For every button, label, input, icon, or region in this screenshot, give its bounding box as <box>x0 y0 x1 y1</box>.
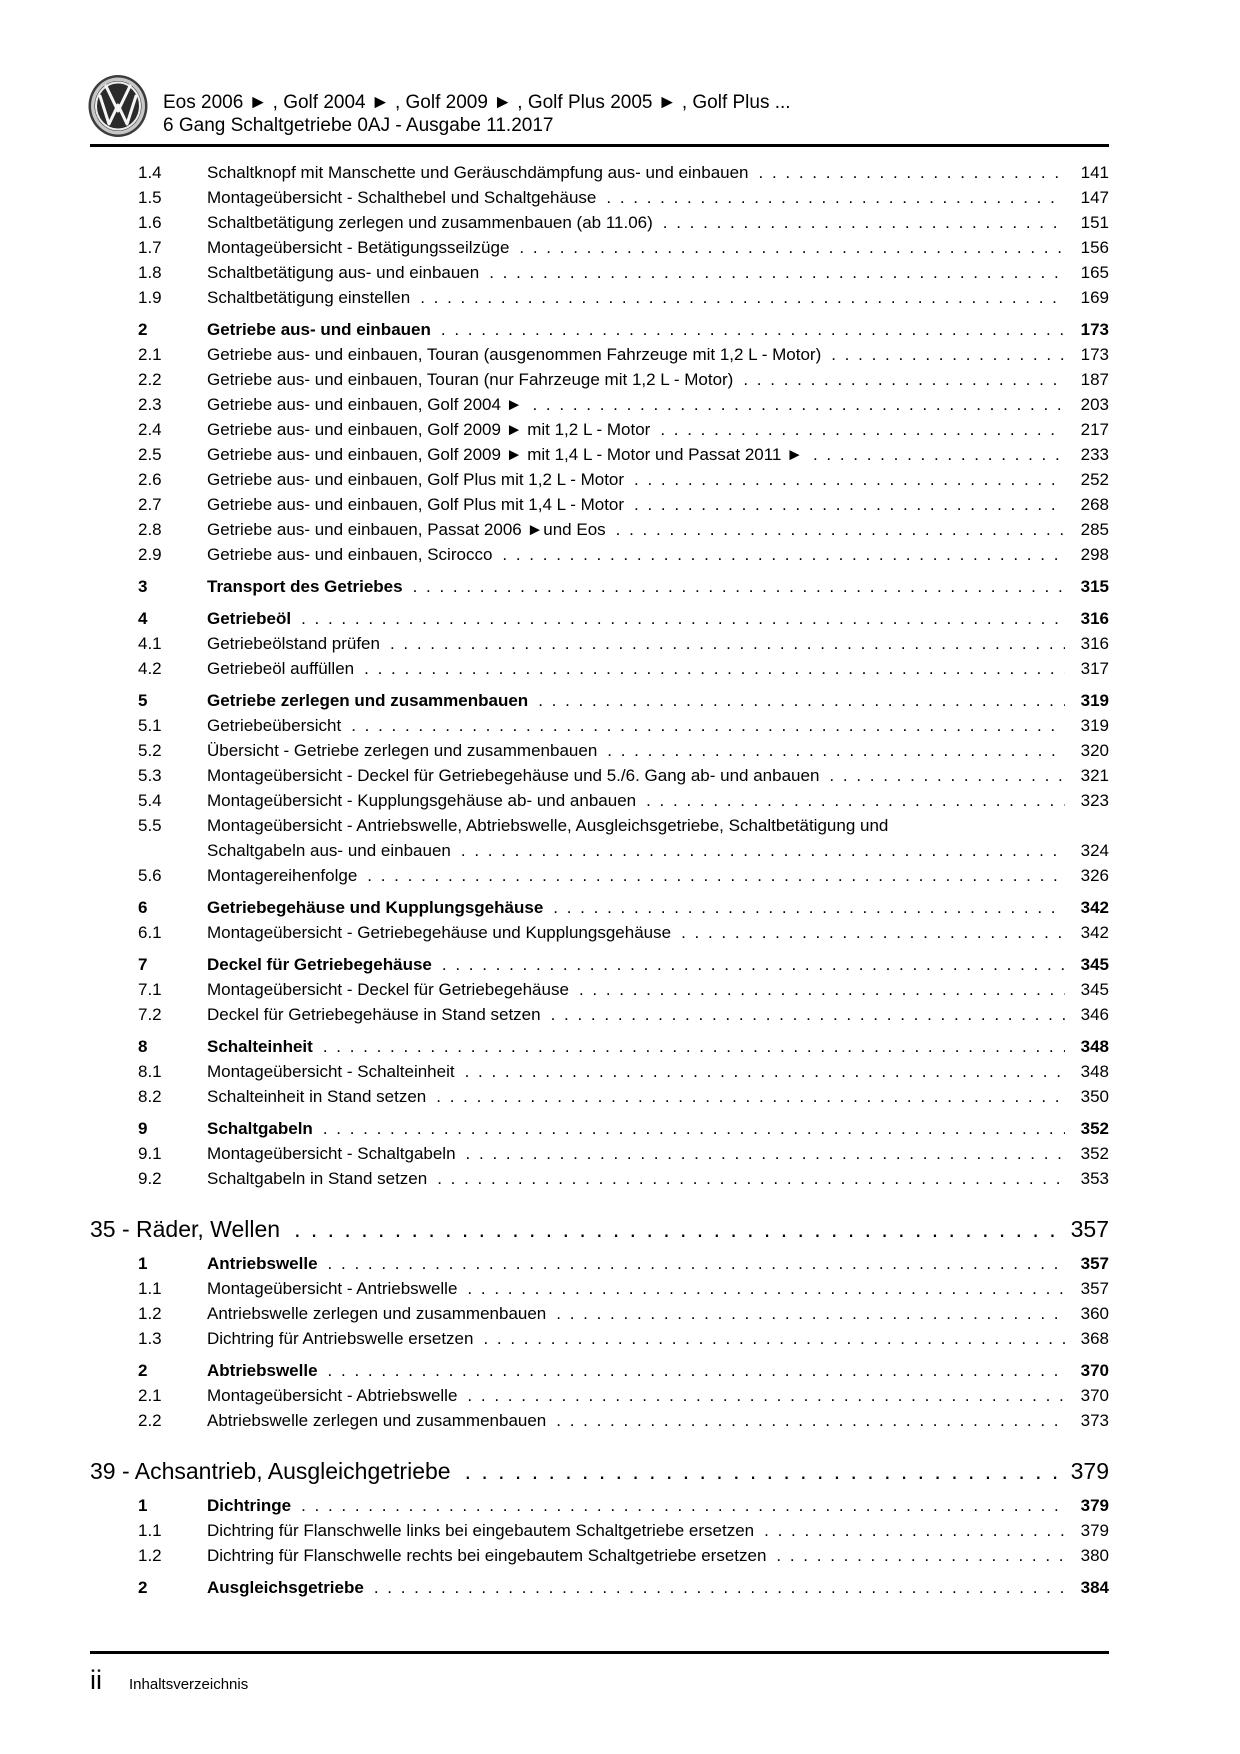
header-models-line: Eos 2006 ► , Golf 2004 ► , Golf 2009 ► , Golf Plus 2005 ► , Golf Plus ... <box>163 92 791 113</box>
entry-page-number: 147 <box>1080 188 1109 207</box>
dot-leader-icon <box>323 1034 1065 1059</box>
entry-page-number: 320 <box>1080 741 1109 760</box>
dot-leader-icon <box>351 713 1065 738</box>
dot-leader-icon <box>465 1059 1065 1084</box>
entry-title: Ausgleichsgetriebe <box>207 1578 364 1597</box>
entry-title: Schaltgabeln <box>207 1119 313 1138</box>
entry-title: Getriebe aus- und einbauen <box>207 320 431 339</box>
entry-number: 1 <box>138 1496 148 1515</box>
entry-page-number: 217 <box>1080 420 1109 439</box>
entry-number: 8.1 <box>138 1062 162 1081</box>
toc-entry <box>90 1141 1109 1166</box>
entry-title: Getriebe aus- und einbauen, Touran (nur Fahrzeuge mit 1,2 L - Motor) <box>207 370 734 389</box>
toc-entry <box>90 574 1109 599</box>
toc-entry <box>90 317 1109 342</box>
chapter-page-number: 357 <box>1070 1216 1109 1242</box>
toc-entry <box>90 1575 1109 1600</box>
entry-title: Übersicht - Getriebe zerlegen und zusammenbauen <box>207 741 598 760</box>
entry-number: 5 <box>138 691 148 710</box>
entry-title: Montageübersicht - Betätigungsseilzüge <box>207 238 510 257</box>
entry-title: Schaltbetätigung einstellen <box>207 288 411 307</box>
dot-leader-icon <box>301 606 1065 631</box>
dot-leader-icon <box>519 235 1065 260</box>
dot-leader-icon <box>502 542 1065 567</box>
entry-title: Montageübersicht - Antriebswelle <box>207 1279 458 1298</box>
dot-leader-icon <box>301 1493 1065 1518</box>
entry-number: 9.1 <box>138 1144 162 1163</box>
entry-number: 5.2 <box>138 741 162 760</box>
dot-leader-icon <box>616 517 1065 542</box>
entry-title: Deckel für Getriebegehäuse in Stand setzen <box>207 1005 541 1024</box>
toc-entry <box>90 1326 1109 1351</box>
entry-title: Dichtring für Antriebswelle ersetzen <box>207 1329 474 1348</box>
toc-entry <box>90 952 1109 977</box>
toc-entry <box>90 235 1109 260</box>
entry-title: Montageübersicht - Schalthebel und Schaltgehäuse <box>207 188 597 207</box>
entry-number: 1.7 <box>138 238 162 257</box>
entry-number: 1.5 <box>138 188 162 207</box>
entry-number: 1.4 <box>138 163 162 182</box>
toc-entry <box>90 688 1109 713</box>
entry-page-number: 317 <box>1080 659 1109 678</box>
entry-page-number: 342 <box>1080 923 1109 942</box>
toc-entry <box>90 1493 1109 1518</box>
entry-page-number: 319 <box>1080 716 1109 735</box>
toc-entry <box>90 1084 1109 1109</box>
toc-entry <box>90 738 1109 763</box>
entry-title: Schaltgabeln in Stand setzen <box>207 1169 428 1188</box>
toc-entry <box>90 656 1109 681</box>
entry-title: Getriebeöl <box>207 609 292 628</box>
entry-number: 6.1 <box>138 923 162 942</box>
entry-title: Abtriebswelle <box>207 1361 318 1380</box>
dot-leader-icon <box>413 574 1065 599</box>
entry-page-number: 345 <box>1080 980 1109 999</box>
entry-number: 2 <box>138 320 148 339</box>
toc-entry <box>90 920 1109 945</box>
toc-entry <box>90 813 1109 863</box>
dot-leader-icon <box>489 260 1065 285</box>
entry-number: 1.2 <box>138 1546 162 1565</box>
entry-number: 1.8 <box>138 263 162 282</box>
entry-number: 2 <box>138 1361 148 1380</box>
toc-entry <box>90 442 1109 467</box>
entry-number: 2.6 <box>138 470 162 489</box>
entry-page-number: 298 <box>1080 545 1109 564</box>
dot-leader-icon <box>367 863 1065 888</box>
entry-number: 2.3 <box>138 395 162 414</box>
entry-title: Montageübersicht - Schalteinheit <box>207 1062 455 1081</box>
entry-page-number: 173 <box>1080 345 1109 364</box>
dot-leader-icon <box>551 1002 1065 1027</box>
toc-entry <box>90 160 1109 185</box>
dot-leader-icon <box>538 688 1065 713</box>
dot-leader-icon <box>743 367 1065 392</box>
dot-leader-icon <box>681 920 1065 945</box>
dot-leader-icon <box>436 1084 1065 1109</box>
entry-number: 2.1 <box>138 345 162 364</box>
entry-page-number: 353 <box>1080 1169 1109 1188</box>
dot-leader-icon <box>442 952 1065 977</box>
entry-title: Abtriebswelle zerlegen und zusammenbauen <box>207 1411 547 1430</box>
entry-number: 1.3 <box>138 1329 162 1348</box>
entry-page-number: 380 <box>1080 1546 1109 1565</box>
footer-section-label: Inhaltsverzeichnis <box>129 1676 249 1693</box>
entry-page-number: 285 <box>1080 520 1109 539</box>
dot-leader-icon <box>294 1215 1065 1244</box>
toc-entry <box>90 1518 1109 1543</box>
chapter-title: 35 - Räder, Wellen <box>90 1216 281 1242</box>
entry-page-number: 315 <box>1080 577 1109 596</box>
toc-chapter-heading <box>90 1215 1109 1244</box>
toc-list <box>90 160 1109 1600</box>
toc-entry <box>90 1276 1109 1301</box>
toc-entry <box>90 1034 1109 1059</box>
entry-page-number: 373 <box>1080 1411 1109 1430</box>
entry-number: 8.2 <box>138 1087 162 1106</box>
toc-entry <box>90 467 1109 492</box>
entry-page-number: 357 <box>1080 1254 1109 1273</box>
dot-leader-icon <box>323 1116 1065 1141</box>
entry-number: 2.7 <box>138 495 162 514</box>
entry-page-number: 350 <box>1080 1087 1109 1106</box>
entry-page-number: 348 <box>1080 1062 1109 1081</box>
toc-entry <box>90 1116 1109 1141</box>
entry-number: 6 <box>138 898 148 917</box>
dot-leader-icon <box>553 895 1065 920</box>
toc-entry <box>90 977 1109 1002</box>
entry-number: 1.1 <box>138 1279 162 1298</box>
entry-page-number: 379 <box>1080 1521 1109 1540</box>
toc-entry <box>90 1543 1109 1568</box>
entry-page-number: 360 <box>1080 1304 1109 1323</box>
entry-page-number: 169 <box>1080 288 1109 307</box>
dot-leader-icon <box>467 1276 1065 1301</box>
entry-number: 5.5 <box>138 816 162 835</box>
toc-entry <box>90 1383 1109 1408</box>
toc-entry <box>90 1408 1109 1433</box>
dot-leader-icon <box>813 442 1065 467</box>
entry-title-line2-row <box>207 838 1109 863</box>
entry-title: Montageübersicht - Kupplungsgehäuse ab- und anbauen <box>207 791 637 810</box>
entry-page-number: 203 <box>1080 395 1109 414</box>
entry-page-number: 151 <box>1080 213 1109 232</box>
entry-title: Getriebegehäuse und Kupplungsgehäuse <box>207 898 544 917</box>
entry-number: 8 <box>138 1037 148 1056</box>
chapter-title: 39 - Achsantrieb, Ausgleichgetriebe <box>90 1458 451 1484</box>
entry-page-number: 268 <box>1080 495 1109 514</box>
entry-title-line2: Schaltgabeln aus- und einbauen <box>207 841 451 860</box>
dot-leader-icon <box>660 417 1065 442</box>
entry-number: 2.5 <box>138 445 162 464</box>
dot-leader-icon <box>390 631 1065 656</box>
dot-leader-icon <box>606 185 1065 210</box>
dot-leader-icon <box>437 1166 1065 1191</box>
dot-leader-icon <box>420 285 1065 310</box>
entry-title: Montageübersicht - Abtriebswelle <box>207 1386 458 1405</box>
entry-number: 7 <box>138 955 148 974</box>
entry-title: Dichtringe <box>207 1496 292 1515</box>
dot-leader-icon <box>607 738 1065 763</box>
entry-number: 2.9 <box>138 545 162 564</box>
entry-number: 4.1 <box>138 634 162 653</box>
entry-title: Schalteinheit <box>207 1037 313 1056</box>
toc-entry <box>90 392 1109 417</box>
entry-page-number: 173 <box>1080 320 1109 339</box>
entry-page-number: 352 <box>1080 1144 1109 1163</box>
entry-title: Getriebe zerlegen und zusammenbauen <box>207 691 529 710</box>
toc-entry <box>90 1301 1109 1326</box>
toc-entry <box>90 1059 1109 1084</box>
entry-number: 2.1 <box>138 1386 162 1405</box>
entry-number: 7.2 <box>138 1005 162 1024</box>
entry-title: Dichtring für Flanschwelle rechts bei eingebautem Schaltgetriebe ersetzen <box>207 1546 767 1565</box>
footer-page-number: ii <box>90 1665 102 1695</box>
toc-entry <box>90 713 1109 738</box>
dot-leader-icon <box>829 763 1065 788</box>
toc-entry <box>90 517 1109 542</box>
entry-number: 1.6 <box>138 213 162 232</box>
entry-page-number: 321 <box>1080 766 1109 785</box>
entry-title: Deckel für Getriebegehäuse <box>207 955 432 974</box>
dot-leader-icon <box>556 1408 1065 1433</box>
toc-entry <box>90 260 1109 285</box>
entry-page-number: 319 <box>1080 691 1109 710</box>
dot-leader-icon <box>663 210 1065 235</box>
entry-page-number: 316 <box>1080 634 1109 653</box>
entry-number: 1 <box>138 1254 148 1273</box>
entry-number: 5.1 <box>138 716 162 735</box>
toc-entry <box>90 285 1109 310</box>
entry-title: Getriebe aus- und einbauen, Golf Plus mit 1,4 L - Motor <box>207 495 625 514</box>
entry-number: 2.8 <box>138 520 162 539</box>
entry-title: Montageübersicht - Deckel für Getriebegehäuse <box>207 980 569 999</box>
entry-number: 2.2 <box>138 1411 162 1430</box>
entry-title: Schaltknopf mit Manschette und Geräuschdämpfung aus- und einbauen <box>207 163 749 182</box>
entry-title: Antriebswelle <box>207 1254 318 1273</box>
entry-page-number: 370 <box>1080 1361 1109 1380</box>
entry-title: Getriebe aus- und einbauen, Touran (ausgenommen Fahrzeuge mit 1,2 L - Motor) <box>207 345 822 364</box>
toc-chapter-heading <box>90 1457 1109 1486</box>
entry-number: 1.9 <box>138 288 162 307</box>
entry-title: Schalteinheit in Stand setzen <box>207 1087 427 1106</box>
entry-title-line1: Montageübersicht - Antriebswelle, Abtriebswelle, Ausgleichsgetriebe, Schaltbetätigung und <box>207 816 889 835</box>
dot-leader-icon <box>764 1518 1065 1543</box>
entry-page-number: 357 <box>1080 1279 1109 1298</box>
entry-page-number: 187 <box>1080 370 1109 389</box>
chapter-page-number: 379 <box>1070 1458 1109 1484</box>
entry-page-number: 370 <box>1080 1386 1109 1405</box>
entry-number: 7.1 <box>138 980 162 999</box>
entry-body <box>207 813 1109 863</box>
entry-number: 9.2 <box>138 1169 162 1188</box>
toc-entry <box>90 492 1109 517</box>
toc-entry <box>90 1358 1109 1383</box>
entry-page-number: 346 <box>1080 1005 1109 1024</box>
toc-entry <box>90 417 1109 442</box>
entry-page-number: 141 <box>1080 163 1109 182</box>
entry-title: Getriebeölstand prüfen <box>207 634 380 653</box>
entry-title: Getriebe aus- und einbauen, Golf 2004 ► <box>207 395 523 414</box>
dot-leader-icon <box>467 1383 1065 1408</box>
toc-entry <box>90 895 1109 920</box>
dot-leader-icon <box>364 656 1065 681</box>
entry-title: Montageübersicht - Deckel für Getriebegehäuse und 5./6. Gang ab- und anbauen <box>207 766 820 785</box>
dot-leader-icon <box>634 492 1065 517</box>
entry-title: Getriebe aus- und einbauen, Scirocco <box>207 545 493 564</box>
entry-page-number: 323 <box>1080 791 1109 810</box>
dot-leader-icon <box>759 160 1065 185</box>
entry-title: Transport des Getriebes <box>207 577 403 596</box>
toc-entry <box>90 1251 1109 1276</box>
dot-leader-icon <box>646 788 1065 813</box>
toc-entry <box>90 367 1109 392</box>
entry-title: Montageübersicht - Getriebegehäuse und Kupplungsgehäuse <box>207 923 672 942</box>
entry-page-number: 326 <box>1080 866 1109 885</box>
entry-page-number: 348 <box>1080 1037 1109 1056</box>
entry-page-number: 368 <box>1080 1329 1109 1348</box>
entry-number: 4 <box>138 609 148 628</box>
entry-title: Getriebe aus- und einbauen, Passat 2006 ►und Eos <box>207 520 606 539</box>
page-header <box>88 74 1108 138</box>
toc-entry <box>90 788 1109 813</box>
toc-entry <box>90 210 1109 235</box>
dot-leader-icon <box>441 317 1065 342</box>
dot-leader-icon <box>532 392 1065 417</box>
entry-page-number: 342 <box>1080 898 1109 917</box>
dot-leader-icon <box>328 1251 1065 1276</box>
entry-page-number: 233 <box>1080 445 1109 464</box>
toc-entry <box>90 1002 1109 1027</box>
entry-number: 2.2 <box>138 370 162 389</box>
entry-page-number: 316 <box>1080 609 1109 628</box>
entry-number: 2.4 <box>138 420 162 439</box>
entry-number: 5.4 <box>138 791 162 810</box>
dot-leader-icon <box>831 342 1065 367</box>
dot-leader-icon <box>465 1457 1065 1486</box>
entry-page-number: 345 <box>1080 955 1109 974</box>
dot-leader-icon <box>374 1575 1065 1600</box>
dot-leader-icon <box>483 1326 1065 1351</box>
dot-leader-icon <box>328 1358 1065 1383</box>
page-footer <box>90 1651 1109 1694</box>
entry-number: 4.2 <box>138 659 162 678</box>
entry-page-number: 324 <box>1080 841 1109 860</box>
toc-entry <box>90 631 1109 656</box>
toc-entry <box>90 542 1109 567</box>
dot-leader-icon <box>466 1141 1065 1166</box>
dot-leader-icon <box>776 1543 1065 1568</box>
toc-entry <box>90 606 1109 631</box>
toc-entry <box>90 185 1109 210</box>
entry-title: Antriebswelle zerlegen und zusammenbauen <box>207 1304 547 1323</box>
entry-page-number: 156 <box>1080 238 1109 257</box>
entry-title: Getriebe aus- und einbauen, Golf Plus mit 1,2 L - Motor <box>207 470 625 489</box>
entry-number: 1.2 <box>138 1304 162 1323</box>
toc-entry <box>90 763 1109 788</box>
entry-number: 2 <box>138 1578 148 1597</box>
entry-title: Dichtring für Flanschwelle links bei eingebautem Schaltgetriebe ersetzen <box>207 1521 755 1540</box>
entry-page-number: 252 <box>1080 470 1109 489</box>
entry-title: Getriebeübersicht <box>207 716 342 735</box>
entry-number: 3 <box>138 577 148 596</box>
entry-page-number: 379 <box>1080 1496 1109 1515</box>
dot-leader-icon <box>556 1301 1065 1326</box>
entry-title: Schaltbetätigung zerlegen und zusammenbauen (ab 11.06) <box>207 213 653 232</box>
entry-number: 1.1 <box>138 1521 162 1540</box>
entry-title: Getriebeöl auffüllen <box>207 659 355 678</box>
entry-title: Getriebe aus- und einbauen, Golf 2009 ► mit 1,4 L - Motor und Passat 2011 ► <box>207 445 803 464</box>
entry-number: 5.3 <box>138 766 162 785</box>
entry-page-number: 352 <box>1080 1119 1109 1138</box>
entry-number: 9 <box>138 1119 148 1138</box>
entry-title: Montageübersicht - Schaltgabeln <box>207 1144 456 1163</box>
vw-logo-icon <box>88 74 148 138</box>
entry-page-number: 165 <box>1080 263 1109 282</box>
entry-page-number: 384 <box>1080 1578 1109 1597</box>
header-text-block <box>163 74 791 137</box>
dot-leader-icon <box>579 977 1065 1002</box>
toc-entry <box>90 1166 1109 1191</box>
dot-leader-icon <box>461 838 1065 863</box>
entry-title: Montagereihenfolge <box>207 866 358 885</box>
entry-title: Schaltbetätigung aus- und einbauen <box>207 263 480 282</box>
toc-entry <box>90 863 1109 888</box>
header-divider <box>90 144 1109 147</box>
dot-leader-icon <box>634 467 1065 492</box>
entry-title: Getriebe aus- und einbauen, Golf 2009 ► mit 1,2 L - Motor <box>207 420 651 439</box>
toc-entry <box>90 342 1109 367</box>
entry-number: 5.6 <box>138 866 162 885</box>
header-subtitle-line: 6 Gang Schaltgetriebe 0AJ - Ausgabe 11.2017 <box>163 115 554 136</box>
